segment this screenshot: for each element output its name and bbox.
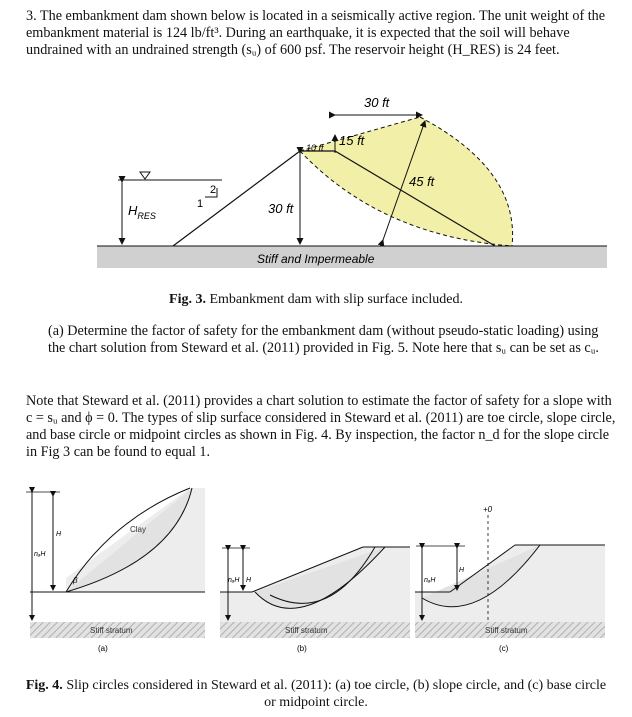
fig3-caption [0,291,632,308]
panel-a-sub: (a) [98,644,108,653]
hres-label: $H_{RES}$ [128,203,156,221]
panel-c-ndh: nₐH [424,577,436,584]
top-width-label: 30 ft [364,95,390,110]
panel-a-stratum: Stiff stratum [90,626,133,635]
slope-rise: 2 [210,184,217,196]
panel-a-ndh: nₐH [34,551,46,558]
panel-a-toe-circle [26,488,205,653]
slip-mass [300,117,513,246]
part-a-question: (a) Determine the factor of safety for the embankment dam (without pseudo-static loading) using the chart solution from Steward et al. (2011) provided in Fig. 5. Note here that sᵤ can be set as cᵤ. [48,323,599,356]
fig4-caption-label: Fig. 4. [25,678,63,693]
panel-a-clay: Clay [130,525,147,534]
depth-15ft-label: 15 ft [339,133,365,148]
fig3-caption-label: Fig. 3. [169,292,206,307]
panel-b-stratum: Stiff stratum [285,626,328,635]
slope-run: 1 [197,198,204,210]
crest-offset-label: 10 ft [306,143,324,153]
panel-c-h: H [459,567,465,574]
panel-b-h: H [246,577,252,584]
height-label: 30 ft [268,201,294,216]
note-paragraph: Note that Steward et al. (2011) provides a chart solution to estimate the factor of safety for a slope with c = sᵤ and ϕ = 0. The types of slip surface considered in Steward et al. (2011) are toe circle, slope circle, and base circle or midpoint circles as shown in Fig. 4. By inspection, the factor n_d for the slope circle in Fig 3 can be found to equal 1. [26,393,616,460]
panel-c-base-circle [415,505,605,653]
panel-b-sub: (b) [297,644,307,653]
panel-c-stratum: Stiff stratum [485,626,528,635]
figure-4-slip-circles [0,480,632,680]
panel-a-h: H [56,531,62,538]
panel-b-ndh: nₐH [228,577,240,584]
panel-c-sub: (c) [499,644,509,653]
panel-c-x0: +0 [483,505,493,514]
radius-label: 45 ft [409,174,435,189]
fig4-caption-text: Slip circles considered in Steward et al. (2011): (a) toe circle, (b) slope circle, and (c) base circle or midpoint circle. [66,678,607,710]
problem-statement: 3. The embankment dam shown below is located in a seismically active region. The unit weight of the embankment material is 124 lb/ft³. During an earthquake, it is expected that the soil will behave undrained with an undrained strength (sᵤ) of 600 psf. The reservoir height (H_RES) is 24 feet. [26,8,606,58]
figure-3-embankment-diagram [0,0,632,290]
panel-a-beta: β [73,576,78,585]
base-label: Stiff and Impermeable [257,252,375,266]
water-level-icon [140,172,150,179]
fig3-caption-text: Embankment dam with slip surface included. [209,292,463,307]
panel-b-slope-circle [220,547,410,653]
fig4-caption [20,677,612,711]
